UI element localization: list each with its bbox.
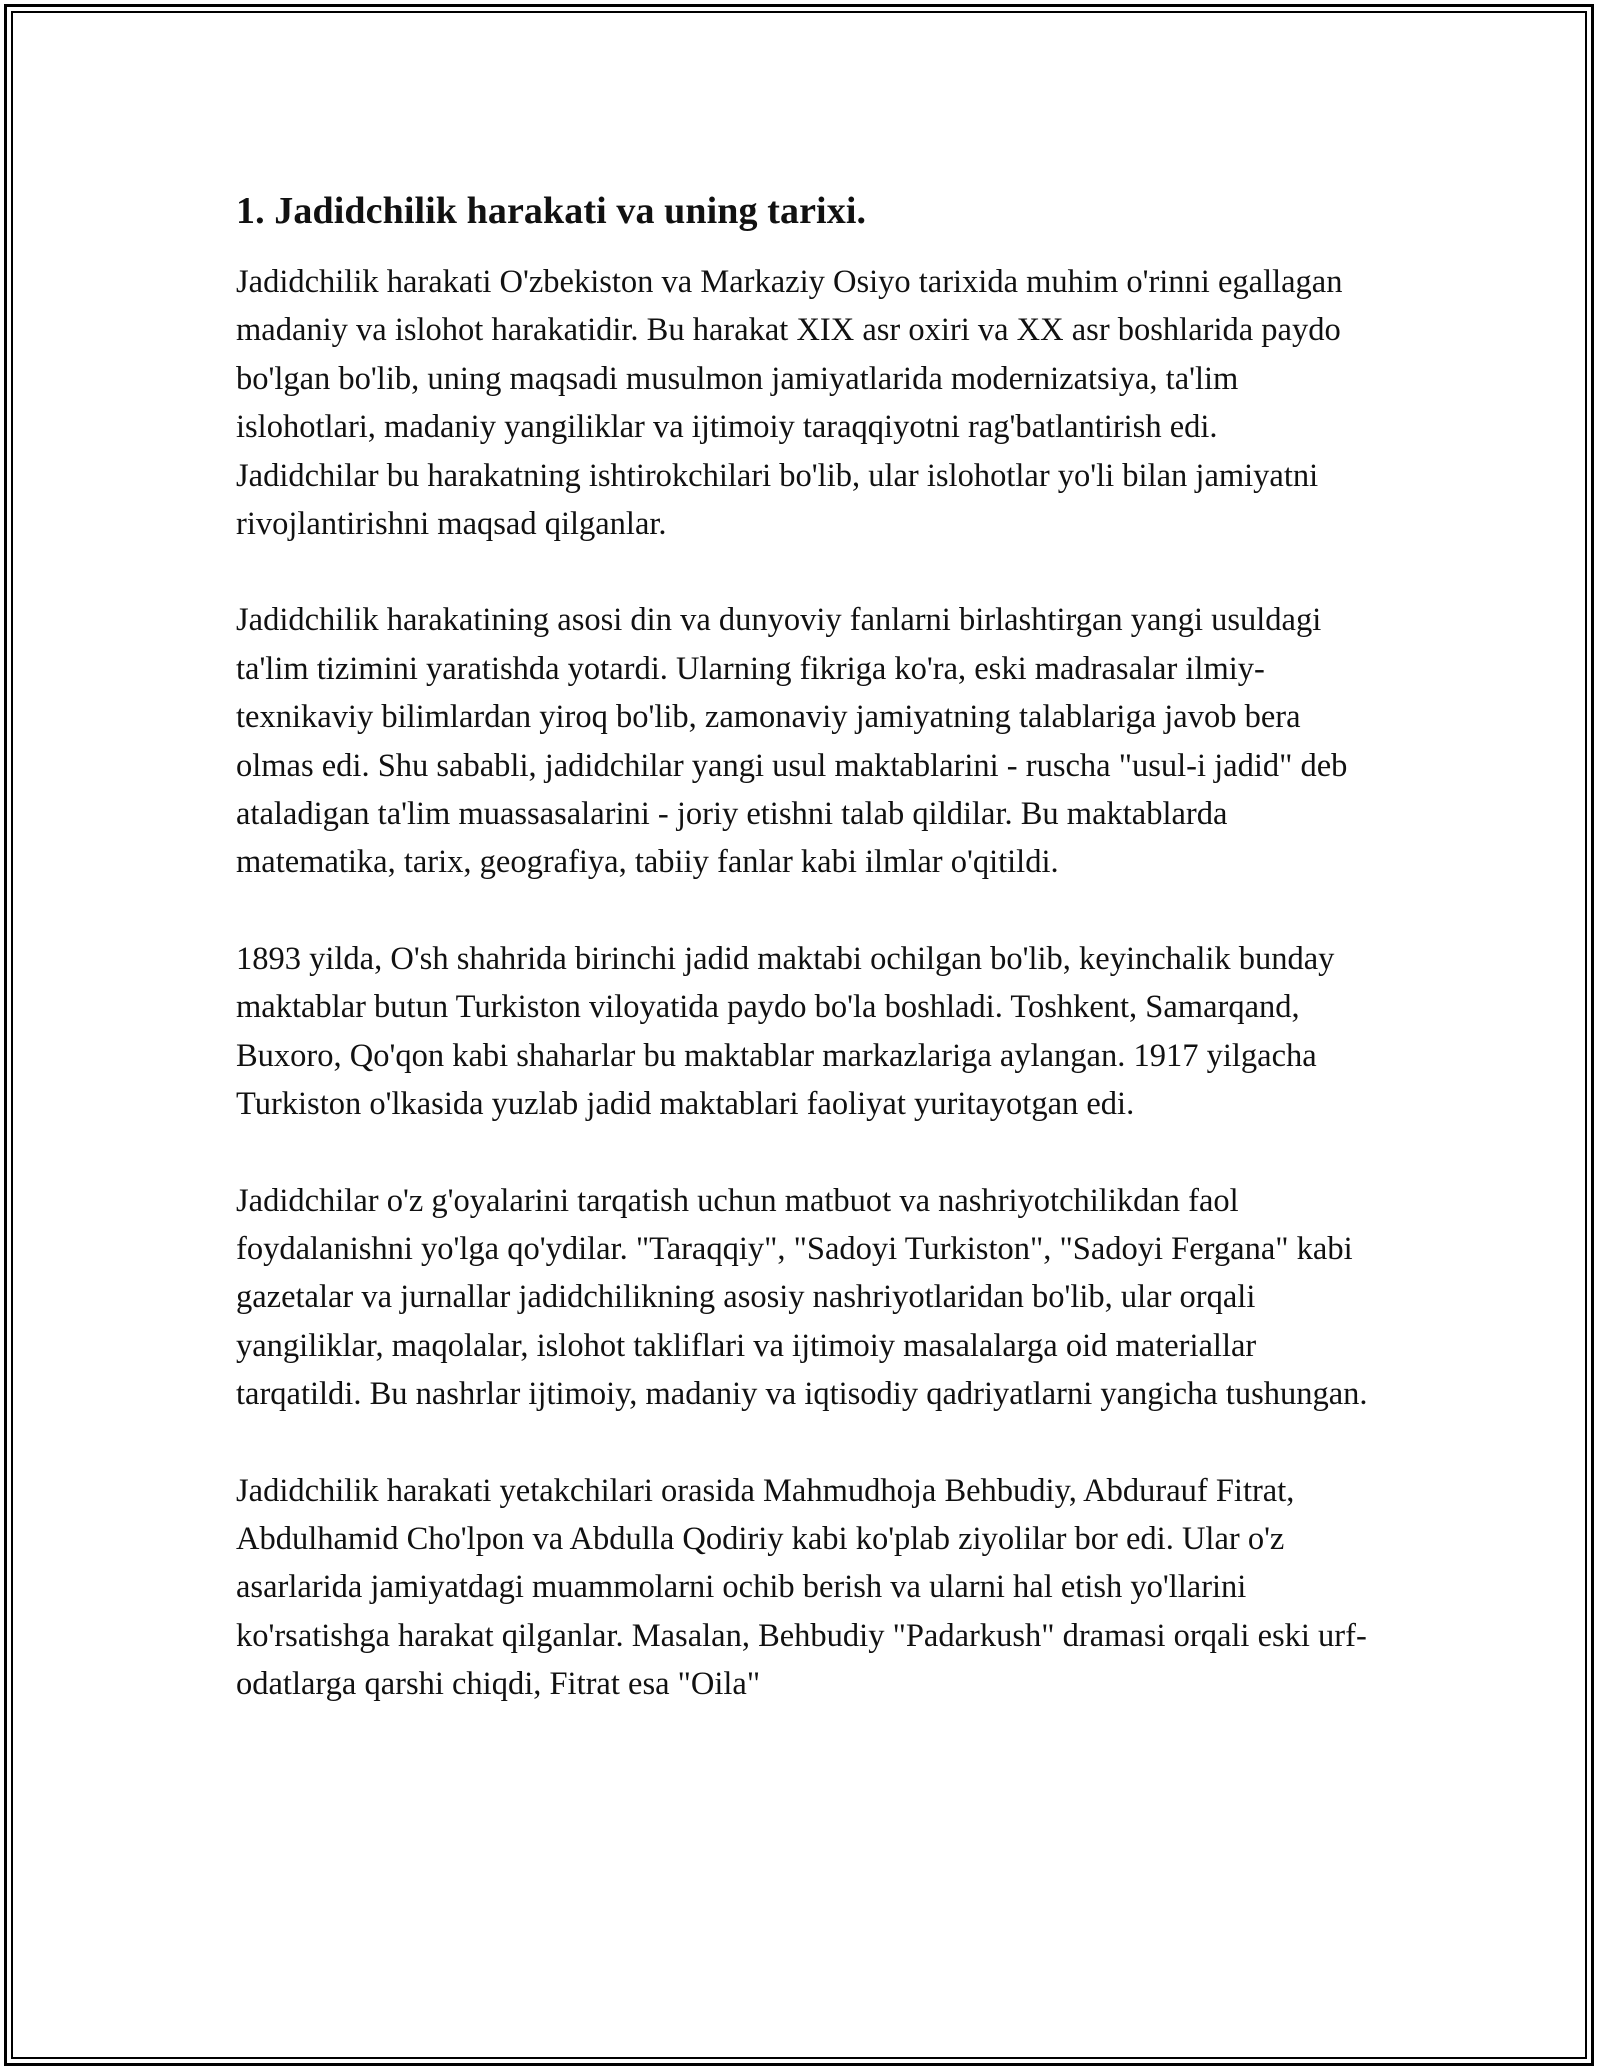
document-title: 1. Jadidchilik harakati va uning tarixi. xyxy=(236,190,867,232)
paragraph: Jadidchilar o'z g'oyalarini tarqatish uchun matbuot va nashriyotchilikdan faol foydalanishni yo'lga qo'ydilar. "Taraqqiy", "Sadoyi Turkiston", "Sadoyi Fergana" kabi gazetalar va jurnallar jadidchilikning asosiy nashriyotlaridan bo'lib, ular orqali yangiliklar, maqolalar, islohot takliflari va ijtimoiy masalalarga oid materiallar tarqatildi. Bu nashrlar ijtimoiy, madaniy va iqtisodiy qadriyatlarni yangicha tushungan. xyxy=(236,1182,1368,1413)
document-body xyxy=(236,188,1368,1709)
paragraph: Jadidchilik harakati O'zbekiston va Markaziy Osiyo tarixida muhim o'rinni egallagan madaniy va islohot harakatidir. Bu harakat XIX asr oxiri va XX asr boshlarida paydo bo'lgan bo'lib, uning maqsadi musulmon jamiyatlarida modernizatsiya, ta'lim islohotlari, madaniy yangiliklar va ijtimoiy taraqqiyotni rag'batlantirish edi. Jadidchilar bu harakatning ishtirokchilari bo'lib, ular islohotlar yo'li bilan jamiyatni rivojlantirishni maqsad qilganlar. xyxy=(236,264,1343,543)
paragraph: 1893 yilda, O'sh shahrida birinchi jadid maktabi ochilgan bo'lib, keyinchalik bunday maktablar butun Turkiston viloyatida paydo bo'la boshladi. Toshkent, Samarqand, Buxoro, Qo'qon kabi shaharlar bu maktablar markazlariga aylangan. 1917 yilgacha Turkiston o'lkasida yuzlab jadid maktablari faoliyat yuritayotgan edi. xyxy=(236,940,1335,1123)
paragraph: Jadidchilik harakatining asosi din va dunyoviy fanlarni birlashtirgan yangi usuldagi ta'lim tizimini yaratishda yotardi. Ularning fikriga ko'ra, eski madrasalar ilmiy-texnikaviy bilimlardan yiroq bo'lib, zamonaviy jamiyatning talablariga javob bera olmas edi. Shu sababli, jadidchilar yangi usul maktablarini - ruscha "usul-i jadid" deb ataladigan ta'lim muassasalarini - joriy etishni talab qildilar. Bu maktablarda matematika, tarix, geografiya, tabiiy fanlar kabi ilmlar o'qitildi. xyxy=(236,602,1348,881)
paragraph: Jadidchilik harakati yetakchilari orasida Mahmudhoja Behbudiy, Abdurauf Fitrat, Abdulhamid Cho'lpon va Abdulla Qodiriy kabi ko'plab ziyolilar bor edi. Ular o'z asarlarida jamiyatdagi muammolarni ochib berish va ularni hal etish yo'llarini ko'rsatishga harakat qilganlar. Masalan, Behbudiy "Padarkush" dramasi orqali eski urf-odatlarga qarshi chiqdi, Fitrat esa "Oila" xyxy=(236,1472,1367,1703)
